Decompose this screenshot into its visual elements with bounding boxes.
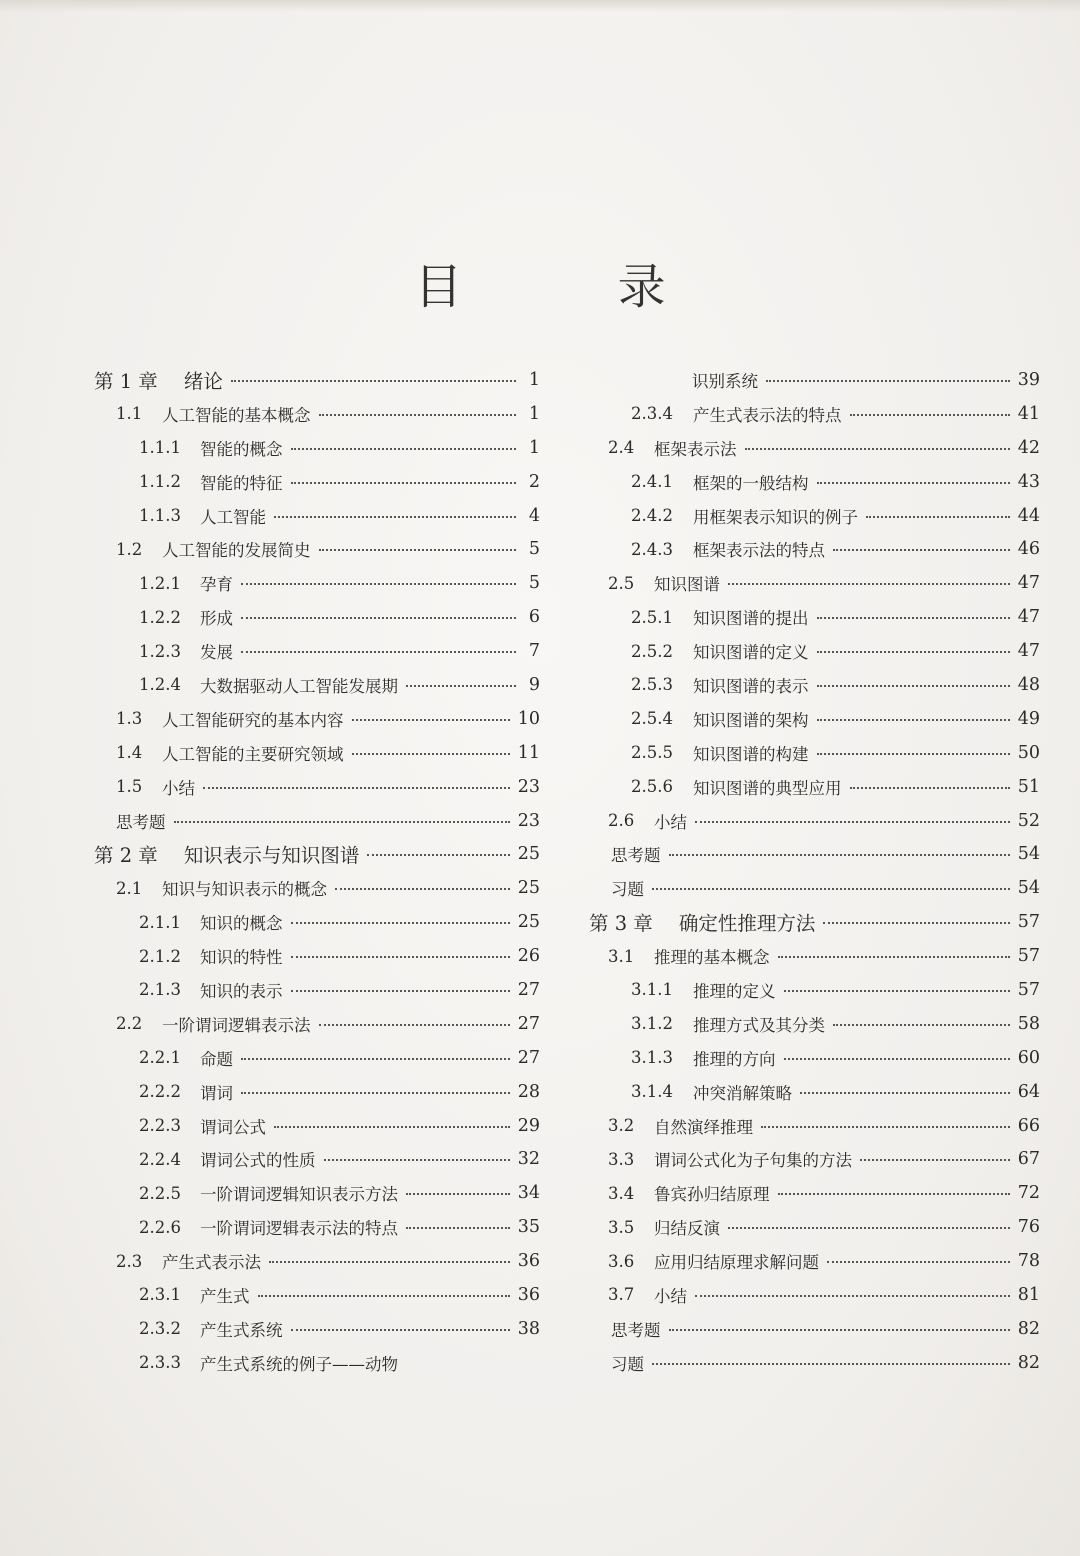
toc-entry-title: 框架表示法 [654,439,737,459]
dot-leader [241,1058,510,1060]
toc-entry [94,939,540,973]
toc-entry-page: 6 [528,607,540,628]
toc-entry [588,939,1040,973]
toc-entry-page: 36 [517,1284,540,1305]
toc-entry-page: 5 [528,539,540,560]
toc-entry [94,837,540,871]
toc-entry-number: 2.2.1 [139,1048,181,1068]
toc-entry [94,702,540,736]
toc-entry-page: 9 [528,674,540,695]
toc-entry-number: 2.4 [608,438,635,458]
toc-entry-title: 自然演绎推理 [654,1117,753,1137]
toc-entry-title: 人工智能 [200,507,266,527]
toc-entry-page: 1 [528,403,540,424]
toc-entry [588,1007,1040,1041]
toc-entry-page: 28 [517,1081,540,1102]
toc-entry-number: 2.4.3 [631,539,673,559]
scan-edge [0,0,1080,12]
toc-entry [588,770,1040,804]
toc-entry-title: 产生式表示法的特点 [693,405,842,425]
toc-entry-number: 3.4 [608,1183,635,1203]
toc-entry-title: 产生式系统的例子——动物 [200,1354,398,1374]
toc-entry-number: 1.4 [116,743,143,763]
toc-entry-page: 11 [517,742,540,763]
dot-leader [823,922,1009,924]
toc-entry-title: 孕育 [200,575,233,595]
toc-entry-title: 思考题 [611,1320,661,1340]
toc-entry-number: 2.3.2 [139,1319,181,1339]
toc-entry-title: 小结 [654,1286,687,1306]
toc-entry-page: 10 [517,708,540,729]
dot-leader [728,583,1010,585]
toc-entry-number: 2.5.4 [631,709,673,729]
toc-entry-number: 3.1.4 [631,1082,673,1102]
toc-entry-title: 知识图谱的表示 [693,676,809,696]
toc-entry [588,973,1040,1007]
toc-entry-title: 小结 [162,778,195,798]
dot-leader [274,1126,510,1128]
toc-entry-page: 57 [1017,946,1040,967]
dot-leader [766,380,1010,382]
toc-entry-title: 习题 [611,880,644,900]
toc-entry [94,736,540,770]
toc-entry-number: 2.2.2 [139,1082,181,1102]
dot-leader [335,888,510,890]
toc-entry [588,804,1040,838]
toc-entry-page: 23 [517,810,540,831]
toc-entry-number: 3.1 [608,946,635,966]
toc-entry-title: 框架表示法的特点 [693,541,825,561]
toc-entry-page: 4 [528,505,540,526]
toc-entry-page: 48 [1017,674,1040,695]
dot-leader [695,1295,1010,1297]
toc-entry-title: 人工智能的主要研究领域 [162,744,344,764]
toc-entry-number: 2.1.2 [139,946,181,966]
toc-entry [94,1041,540,1075]
toc-entry-title: 知识图谱的定义 [693,643,809,663]
toc-entry-page: 7 [528,641,540,662]
toc-entry-title: 人工智能的基本概念 [162,405,311,425]
toc-entry-page: 27 [517,1047,540,1068]
toc-entry-number: 2.2.4 [139,1149,181,1169]
toc-entry [94,1278,540,1312]
toc-entry-number: 2.3.1 [139,1285,181,1305]
toc-entry-page: 25 [517,912,540,933]
toc-entry-number: 2.2.3 [139,1116,181,1136]
toc-entry-number: 1.1.3 [139,506,181,525]
dot-leader [745,448,1010,450]
dot-leader [833,549,1010,551]
toc-entry-page: 2 [528,471,540,492]
toc-entry-title: 知识的表示 [200,981,283,1001]
toc-entry-number: 3.7 [608,1285,635,1305]
toc-entry-title: 思考题 [116,812,166,832]
toc-entry [588,532,1040,566]
toc-entry-page: 82 [1017,1318,1040,1339]
dot-leader [269,1261,510,1263]
toc-entry-number: 2.1.1 [139,912,181,932]
dot-leader [784,1058,1010,1060]
toc-entry-number: 1.1 [116,404,143,424]
toc-entry-number: 1.3 [116,709,143,729]
toc-entry-number: 2.5.6 [631,777,673,797]
dot-leader [406,1227,510,1229]
toc-entry-title: 人工智能的发展简史 [162,541,311,561]
dot-leader [241,1092,510,1094]
toc-entry-number: 第 2 章 [94,844,158,868]
dot-leader [231,380,516,382]
toc-entry-number: 2.5.1 [631,607,673,627]
toc-entry-title: 发展 [200,643,233,663]
dot-leader [850,414,1010,416]
toc-entry [94,1109,540,1143]
toc-entry-title: 应用归结原理求解问题 [654,1253,819,1273]
toc-entry [94,905,540,939]
toc-entry-page: 58 [1017,1013,1040,1034]
toc-entry [94,397,540,431]
toc-entry-title: 绪论 [183,369,223,393]
toc-entry [94,363,540,397]
toc-entry-title: 命题 [200,1049,233,1069]
toc-entry-number: 第 1 章 [94,369,158,393]
toc-entry [94,465,540,499]
toc-entry-title: 用框架表示知识的例子 [693,507,858,527]
toc-entry-title: 产生式系统 [200,1320,283,1340]
toc-entry [588,397,1040,431]
toc-entry-title: 框架的一般结构 [693,473,809,493]
toc-entry-page: 29 [517,1115,540,1136]
dot-leader [669,854,1010,856]
dot-leader [241,617,516,619]
toc-entry-page: 54 [1017,844,1040,865]
toc-entry-page: 67 [1017,1149,1040,1170]
toc-entry-title: 确定性推理方法 [678,912,816,936]
toc-entry-page: 25 [517,844,540,865]
dot-leader [291,448,517,450]
toc-left-column [94,363,540,1380]
toc-entry-page: 47 [1017,573,1040,594]
dot-leader [669,1329,1010,1331]
toc-entry-page: 1 [528,369,540,390]
dot-leader [778,956,1010,958]
toc-entry [588,1244,1040,1278]
toc-entry [588,1176,1040,1210]
dot-leader [817,685,1010,687]
toc-entry [588,1075,1040,1109]
toc-entry-page: 81 [1017,1284,1040,1305]
toc-entry-page: 47 [1017,607,1040,628]
dot-leader [324,1159,510,1161]
toc-entry-page: 5 [528,573,540,594]
toc-entry-page: 72 [1017,1183,1040,1204]
toc-entry [94,1075,540,1109]
toc-entry-number: 1.1.1 [139,438,181,458]
dot-leader [291,922,510,924]
toc-entry-page: 52 [1017,810,1040,831]
toc-entry-title: 人工智能研究的基本内容 [162,710,344,730]
dot-leader [817,719,1010,721]
dot-leader [352,719,510,721]
toc-entry-title: 谓词公式的性质 [200,1151,316,1171]
toc-entry-title: 推理的定义 [693,981,776,1001]
toc-entry-page: 23 [517,776,540,797]
toc-entry-page: 41 [1017,403,1040,424]
toc-entry-number: 1.2.2 [139,607,181,627]
toc-entry-title: 鲁宾孙归结原理 [654,1185,770,1205]
toc-entry-number: 1.1.2 [139,472,181,492]
dot-leader [784,990,1010,992]
toc-entry-title: 形成 [200,609,233,629]
toc-entry-page: 50 [1017,742,1040,763]
toc-entry-number: 第 3 章 [589,912,653,936]
toc-entry-number: 2.3 [116,1251,143,1271]
toc-entry-title: 一阶谓词逻辑表示法的特点 [200,1219,398,1239]
dot-leader [291,956,510,958]
dot-leader [850,787,1010,789]
toc-entry-title: 一阶谓词逻辑知识表示方法 [200,1185,398,1205]
toc-entry [94,973,540,1007]
toc-entry [588,1312,1040,1346]
dot-leader [866,516,1010,518]
toc-entry-title: 知识与知识表示的概念 [162,880,327,900]
toc-entry-page: 82 [1017,1352,1040,1373]
toc-entry-number: 1.2.1 [139,573,181,593]
toc-entry-number: 2.1.3 [139,980,181,1000]
toc-entry-title: 谓词公式化为子句集的方法 [654,1151,852,1171]
toc-entry [588,905,1040,939]
toc-entry-page: 60 [1017,1047,1040,1068]
toc-entry-title: 产生式表示法 [162,1253,261,1273]
toc-entry-title: 谓词 [200,1083,233,1103]
toc-entry [588,871,1040,905]
toc-entry-number: 2.4.2 [631,506,673,525]
toc-entry-title: 智能的概念 [200,439,283,459]
toc-entry [588,1142,1040,1176]
toc-right-column [588,363,1040,1380]
toc-entry [94,1244,540,1278]
toc-entry [94,499,540,533]
toc-entry-page: 54 [1017,878,1040,899]
dot-leader [728,1227,1010,1229]
dot-leader [817,753,1010,755]
toc-entry [94,1312,540,1346]
toc-entry [588,1346,1040,1380]
toc-entry-number: 3.6 [608,1251,635,1271]
toc-entry-number: 1.2.3 [139,641,181,661]
toc-entry-number: 2.5.5 [631,743,673,763]
dot-leader [291,990,510,992]
dot-leader [203,787,510,789]
dot-leader [319,414,517,416]
toc-entry-page: 64 [1017,1081,1040,1102]
toc-entry-page: 51 [1017,776,1040,797]
toc-entry-number: 2.3.3 [139,1353,181,1373]
toc-entry-title: 推理的基本概念 [654,948,770,968]
toc-entry-number: 3.1.3 [631,1048,673,1068]
dot-leader [406,685,516,687]
toc-entry [94,668,540,702]
toc-entry-title: 知识表示与知识图谱 [183,844,360,868]
toc-entry-number: 2.6 [608,811,635,831]
toc-entry-title: 冲突消解策略 [693,1083,792,1103]
dot-leader [761,1126,1010,1128]
toc-entry-title: 推理方式及其分类 [693,1015,825,1035]
toc-entry [94,1142,540,1176]
dot-leader [817,482,1010,484]
dot-leader [241,583,516,585]
toc-entry [588,431,1040,465]
dot-leader [817,651,1010,653]
dot-leader [817,617,1010,619]
toc-entry-page: 26 [517,946,540,967]
dot-leader [800,1092,1010,1094]
dot-leader [319,1024,510,1026]
dot-leader [367,854,509,856]
toc-entry-number: 2.2 [116,1014,143,1034]
toc-entry-title: 归结反演 [654,1219,720,1239]
toc-entry-number: 2.1 [116,878,143,898]
toc-entry-title: 知识图谱的典型应用 [693,778,842,798]
toc-entry [94,1007,540,1041]
toc-entry [588,702,1040,736]
toc-entry-title: 知识图谱的构建 [693,744,809,764]
toc-entry [588,465,1040,499]
toc-entry-page: 76 [1017,1217,1040,1238]
toc-entry-page: 66 [1017,1115,1040,1136]
toc-entry-page: 39 [1017,369,1040,390]
toc-entry [588,1278,1040,1312]
toc-entry-number: 2.4.1 [631,472,673,492]
toc-entry-page: 57 [1017,912,1040,933]
toc-entry [94,1346,540,1380]
toc-entry [94,1176,540,1210]
toc-entry [588,668,1040,702]
toc-entry-title: 小结 [654,812,687,832]
toc-entry-number: 3.2 [608,1116,635,1136]
toc-entry-page: 49 [1017,708,1040,729]
dot-leader [258,1295,510,1297]
dot-leader [860,1159,1010,1161]
toc-entry-page: 27 [517,979,540,1000]
toc-entry-page: 46 [1017,539,1040,560]
dot-leader [778,1193,1010,1195]
toc-entry-title: 知识图谱 [654,575,720,595]
toc-entry [94,1210,540,1244]
toc-entry-page: 38 [517,1318,540,1339]
toc-entry [588,736,1040,770]
toc-entry-title: 知识的特性 [200,948,283,968]
dot-leader [291,482,517,484]
toc-entry-number: 3.5 [608,1217,635,1237]
toc-entry-number: 3.1.1 [631,980,673,1000]
dot-leader [652,888,1010,890]
dot-leader [241,651,516,653]
dot-leader [274,516,516,518]
toc-entry-number: 3.3 [608,1149,635,1169]
toc-entry-page: 47 [1017,641,1040,662]
toc-entry-title: 大数据驱动人工智能发展期 [200,676,398,696]
dot-leader [319,549,517,551]
toc-entry-page: 35 [517,1217,540,1238]
toc-entry [588,600,1040,634]
toc-entry-page: 32 [517,1149,540,1170]
toc-entry-page: 78 [1017,1251,1040,1272]
toc-entry [94,871,540,905]
dot-leader [695,821,1010,823]
toc-entry [588,1210,1040,1244]
toc-entry [588,1041,1040,1075]
toc-entry-page: 34 [517,1183,540,1204]
toc-entry-page: 36 [517,1251,540,1272]
toc-entry-page: 1 [528,437,540,458]
toc-entry-number: 1.2 [116,539,143,559]
dot-leader [406,1193,510,1195]
toc-entry-title: 识别系统 [692,371,758,391]
dot-leader [827,1261,1010,1263]
toc-entry [588,566,1040,600]
toc-entry-number: 2.2.5 [139,1183,181,1203]
toc-entry-number: 1.2.4 [139,675,181,695]
toc-entry-number: 2.5.3 [631,675,673,695]
toc-entry [94,770,540,804]
toc-entry [94,600,540,634]
toc-entry [94,804,540,838]
toc-entry [588,1109,1040,1143]
toc-entry [94,532,540,566]
toc-entry-title: 推理的方向 [693,1049,776,1069]
toc-entry-number: 2.5 [608,573,635,593]
toc-entry-title: 思考题 [611,846,661,866]
toc-entry-number: 1.5 [116,777,143,797]
toc-entry-page: 27 [517,1013,540,1034]
dot-leader [652,1363,1010,1365]
toc-entry-page: 25 [517,878,540,899]
page-title: 目 录 [414,259,736,315]
toc-entry [94,634,540,668]
toc-entry-title: 知识图谱的架构 [693,710,809,730]
toc-entry [588,499,1040,533]
toc-entry-number: 2.2.6 [139,1217,181,1237]
toc-entry-page: 44 [1017,505,1040,526]
toc-entry-title: 产生式 [200,1286,250,1306]
toc-entry-title: 知识的概念 [200,914,283,934]
toc-entry-title: 智能的特征 [200,473,283,493]
toc-entry-title: 一阶谓词逻辑表示法 [162,1015,311,1035]
toc-entry [588,634,1040,668]
toc-entry-number: 2.5.2 [631,641,673,661]
toc-entry-number: 2.3.4 [631,404,673,424]
dot-leader [174,821,510,823]
dot-leader [291,1329,510,1331]
toc-entry-title: 谓词公式 [200,1117,266,1137]
toc-entry [588,363,1040,397]
dot-leader [833,1024,1010,1026]
toc-entry-page: 57 [1017,979,1040,1000]
dot-leader [352,753,510,755]
toc-entry-page: 42 [1017,437,1040,458]
toc-entry [94,566,540,600]
toc-entry-title: 习题 [611,1354,644,1374]
toc-entry-title: 知识图谱的提出 [693,609,809,629]
toc-entry-page: 43 [1017,471,1040,492]
toc-entry [588,837,1040,871]
toc-entry [94,431,540,465]
toc-entry-number: 3.1.2 [631,1014,673,1034]
